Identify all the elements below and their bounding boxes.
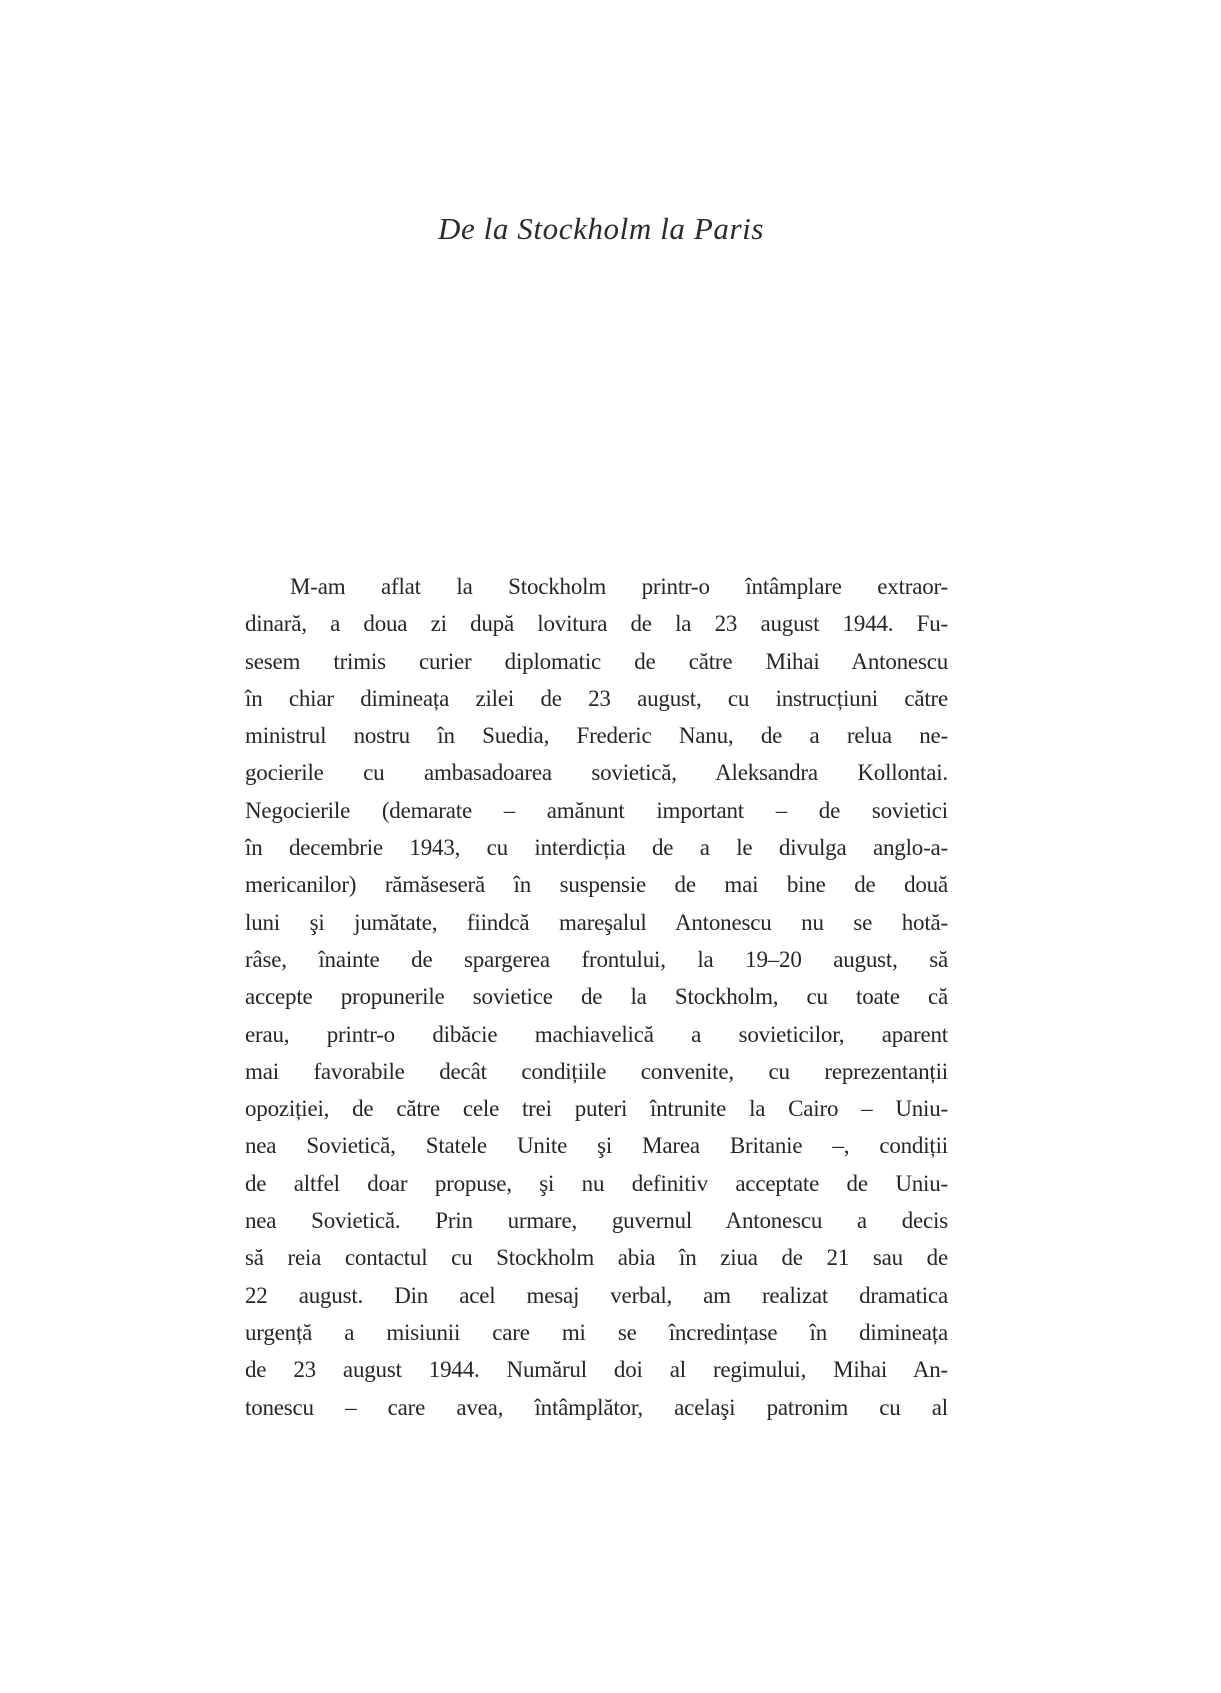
text-line: să reia contactul cu Stockholm abia în ziua de 21 sau de: [245, 1245, 948, 1271]
text-line: 22 august. Din acel mesaj verbal, am realizat dramatica: [245, 1282, 948, 1308]
text-line: de altfel doar propuse, şi nu definitiv acceptate de Uniu-: [245, 1170, 948, 1196]
text-line: tonescu – care avea, întâmplător, acelaşi patronim cu al: [245, 1394, 948, 1420]
text-line: nea Sovietică, Statele Unite şi Marea Britanie –, condiții: [245, 1133, 948, 1159]
text-line: nea Sovietică. Prin urmare, guvernul Antonescu a decis: [245, 1208, 948, 1234]
text-line: accepte propunerile sovietice de la Stockholm, cu toate că: [245, 984, 948, 1010]
text-line: gocierile cu ambasadoarea sovietică, Aleksandra Kollontai.: [245, 760, 948, 786]
text-line: ministrul nostru în Suedia, Frederic Nanu, de a relua ne-: [245, 723, 948, 749]
body-text: [245, 568, 948, 1426]
text-line: erau, printr-o dibăcie machiavelică a sovieticilor, aparent: [245, 1021, 948, 1047]
text-line: mai favorabile decât condițiile convenite, cu reprezentanții: [245, 1058, 948, 1084]
text-line: mericanilor) rămăseseră în suspensie de mai bine de două: [245, 872, 948, 898]
text-line: râse, înainte de spargerea frontului, la 19–20 august, să: [245, 946, 948, 972]
text-line: Negocierile (demarate – amănunt important – de sovietici: [245, 797, 948, 823]
chapter-title: De la Stockholm la Paris: [437, 211, 765, 246]
text-line: M-am aflat la Stockholm printr-o întâmplare extraor-: [290, 574, 948, 599]
text-line: dinară, a doua zi după lovitura de la 23 august 1944. Fu-: [245, 611, 948, 637]
text-line: luni şi jumătate, fiindcă mareşalul Antonescu nu se hotă-: [245, 909, 948, 935]
text-line: sesem trimis curier diplomatic de către Mihai Antonescu: [245, 648, 948, 674]
text-line: urgență a misiunii care mi se încredințase în dimineața: [245, 1319, 948, 1345]
text-line: opoziției, de către cele trei puteri întrunite la Cairo – Uniu-: [245, 1096, 948, 1122]
text-line: de 23 august 1944. Numărul doi al regimului, Mihai An-: [245, 1357, 948, 1383]
text-line: în decembrie 1943, cu interdicția de a le divulga anglo-a-: [245, 835, 948, 861]
text-line: în chiar dimineața zilei de 23 august, cu instrucțiuni către: [245, 685, 948, 711]
